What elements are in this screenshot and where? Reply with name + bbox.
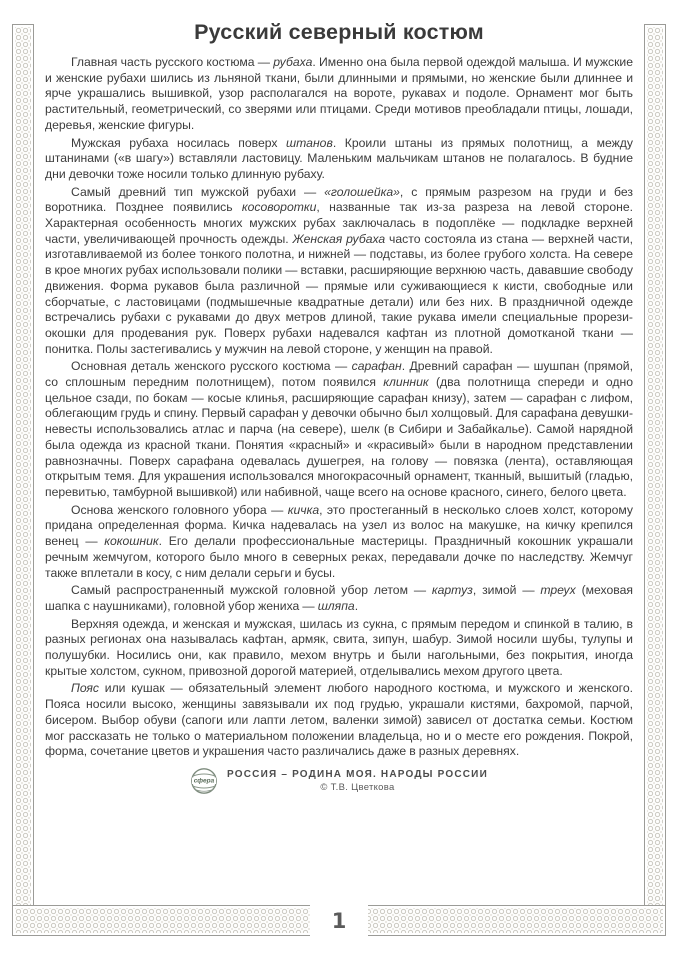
page-number: 1 <box>310 902 368 939</box>
paragraph: Самый распространенный мужской головной убор летом — картуз, зимой — треух (меховая шапка с наушниками), головной убор жениха — шляпа. <box>45 583 633 613</box>
lace-pattern <box>647 27 663 934</box>
paragraph: Верхняя одежда, и женская и мужская, шилась из сукна, с прямым передом и спинкой в талию, в разных регионах она называлась кафтан, армяк, свита, зипун, шабур. Зимой носили шубы, тулупы и полушубки. Носились они, как правило, мехом внутрь и были нагольными, без покрытия, иногда крытые холстом, сукном, привозной дорогой материей, отделывались мехом другого цвета. <box>45 616 633 678</box>
publisher-logo-text: сфера <box>193 777 215 785</box>
paragraph: Мужская рубаха носилась поверх штанов. Кроили штаны из прямых полотнищ, а между штанинами («в шагу») вставляли ластовицу. Маленьким мальчикам штанов не полагалось. В будние дни девочки тоже носили только длинную рубаху. <box>45 135 634 181</box>
lace-pattern <box>15 27 31 934</box>
publisher-logo-icon <box>190 767 218 795</box>
paragraph: Главная часть русского костюма — рубаха. Именно она была первой одеждой малыша. И мужские и женские рубахи шились из льняной ткани, были длинными и прямыми, но женские были длиннее и ярче украшались вышивкой, узор располагался на вороте, рукавах и подоле. Орнамент мог быть растительный, геометрический, со зверями или птицами. Среди мотивов преобладали птицы, лошади, деревья, женские фигуры. <box>45 55 633 132</box>
decorative-border-right <box>644 24 666 936</box>
article-body <box>45 55 633 760</box>
paragraph: Самый древний тип мужской рубахи — «голошейка», с прямым разрезом на груди и без воротника. Позднее появились косоворотки, названные так из-за разреза на левой стороне. Характерная особенность многих мужских рубах заключалась в подоплёке — подкладке верхней части, увеличивающей прочность одежды. Женская рубаха часто состояла из стана — верхней части, изготавливаемой из более тонкого полотна, и нижней — подставы, из более грубого холста. На севере в крое многих рубах использовали полики — вставки, расширяющие верхнюю часть, дававшие свободу движения. Форма рукавов была различной — прямые или суживающиеся к кисти, свободные или сборчатые, с ластовицами (подмышечные квадратные детали) или без них. В праздничной одежде встречались рубахи с рукавами до двух метров длиной, такие рукава имели специальные прорези-окошки для продевания рук. Поверх рубахи надевался кафтан из плотной домотканой ткани — понитка. Полы застегивались у мужчин на левой стороне, у женщин на правой. <box>45 184 633 356</box>
paragraph: Пояс или кушак — обязательный элемент любого народного костюма, и мужского и женского. Пояса носили высоко, женщины завязывали их под грудью, украшали кистями, бахромой, парчой, бисером. Выбор обуви (сапоги или лапти летом, валенки зимой) зависел от достатка семьи. Костюм мог рассказать не только о материальном положении владельца, но и о месте его рождения. Покрой, форма, сочетание цветов и украшения часто различались даже в разных деревнях. <box>45 681 633 759</box>
footer-text <box>227 769 488 793</box>
paragraph: Основная деталь женского русского костюма — сарафан. Древний сарафан — шушпан (прямой, со сплошным передним полотнищем), потом появился клинник (два полотнища спереди и одно цельное сзади, по бокам — косые клинья, расширяющие сарафан книзу), затем — сарафан с лифом, облегающим грудь и спину. Первый сарафан у девочки обычно был холщовый. Для сарафана девушки-невесты использовались атлас и парча (на севере), шелк (в Сибири и Забайкалье). Самой нарядной была одежда из красной ткани. Понятия «красный» и «красивый» были в народном представлении равнозначны. Поверх сарафана одевалась душегрея, на голову — повязка (лента), оставляющая открытым темя. Для украшения использовался многокрасочный орнамент, тканный, вышитый (гладью, перевитью, тамбурной вышивкой) или набивной, чаще всего на основе красного, синего, белого цвета. <box>45 359 633 499</box>
decorative-border-left <box>12 24 34 936</box>
paragraph: Основа женского головного убора — кичка, это простеганный в несколько слоев холст, которому придана определенная форма. Кичка надевалась на узел из волос на макушке, на кичку крепился венец — кокошник. Его делали профессиональные мастерицы. Праздничный кокошник украшали речным жемчугом, которого было много в северных реках, передавали дочке по наследству. Жемчуг также вплетали в косу, с ним делали серьги и бусы. <box>45 502 633 580</box>
copyright-line: © Т.В. Цветкова <box>320 781 395 793</box>
series-title: РОССИЯ – РОДИНА МОЯ. НАРОДЫ РОССИИ <box>227 768 488 780</box>
page-title: Русский северный костюм <box>194 20 484 44</box>
page-content <box>45 14 633 795</box>
footer <box>45 767 633 795</box>
